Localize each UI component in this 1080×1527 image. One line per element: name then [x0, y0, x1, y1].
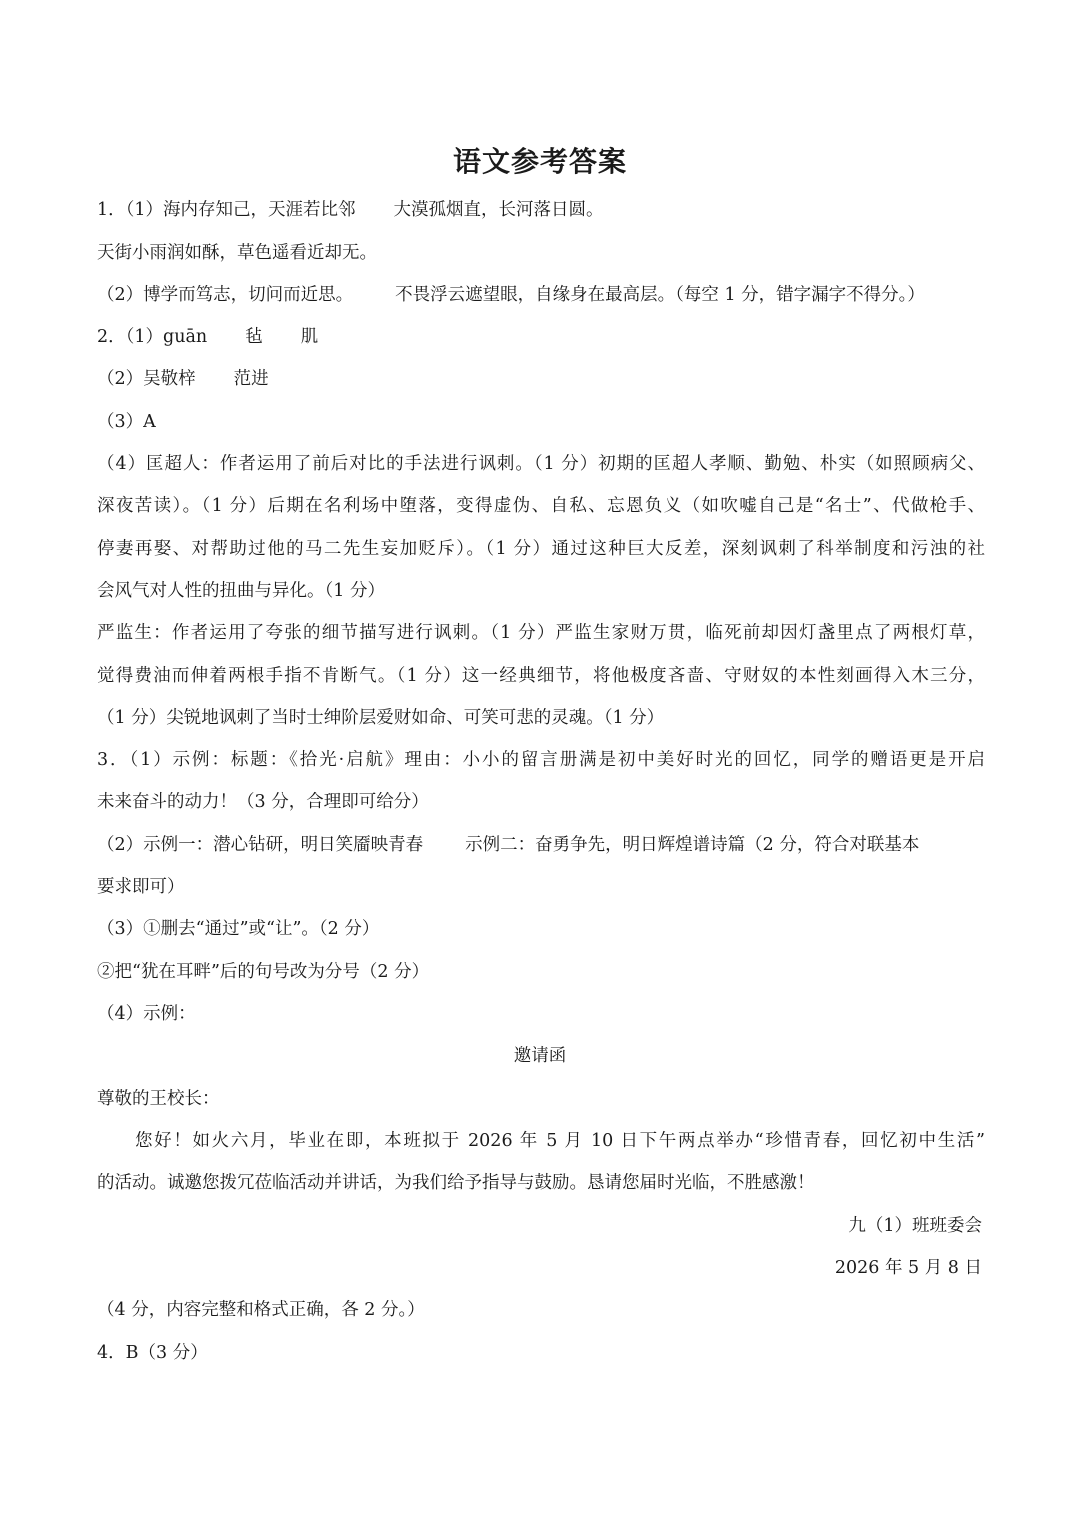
q2-part5-line: 严监生：作者运用了夸张的细节描写进行讽刺。（1 分）严监生家财万贯，临死前却因灯盏里点了两根灯草， — [97, 623, 985, 643]
q2-part1-char-b: 肌 — [300, 327, 319, 347]
q2-part2-author: （2）吴敬梓 — [97, 369, 196, 389]
q1-line-1 — [97, 198, 985, 222]
q2-part4-line: （4）匡超人：作者运用了前后对比的手法进行讽刺。（1 分）初期的匡超人孝顺、勤勉、朴实（如照顾病父、 — [97, 454, 985, 474]
q3-part2-example-2: 示例二：奋勇争先，明日辉煌谱诗篇（2 分，符合对联基本 — [465, 835, 920, 855]
q3-part3-line-2: ②把“犹在耳畔”后的句号改为分号（2 分） — [97, 962, 430, 982]
q2-part1-pinyin: 2．（1）guān — [97, 327, 208, 347]
q2-part1 — [97, 325, 985, 349]
q2-part2-character: 范进 — [233, 369, 269, 389]
q2-part4-line: 深夜苦读）。（1 分）后期在名利场中堕落，变得虚伪、自私、忘恩负义（如吹嘘自己是“名士”、代做枪手、 — [97, 496, 985, 516]
q2-part4-line: 会风气对人性的扭曲与异化。（1 分） — [97, 581, 385, 601]
q2-part5-line: 觉得费油而伸着两根手指不肯断气。（1 分）这一经典细节，将他极度吝啬、守财奴的本性刻画得入木三分， — [97, 666, 985, 686]
q2-part5-line: （1 分）尖锐地讽刺了当时士绅阶层爱财如命、可笑可悲的灵魂。（1 分） — [97, 708, 665, 728]
letter-salutation: 尊敬的王校长： — [97, 1089, 220, 1109]
q3-part1-line: 3．（1）示例：标题：《拾光·启航》理由：小小的留言册满是初中美好时光的回忆，同学的赠语更是开启 — [97, 750, 985, 770]
q2-part3: （3）A — [97, 412, 156, 432]
page-title: 语文参考答案 — [452, 145, 627, 178]
q3-part4-scoring: （4 分，内容完整和格式正确，各 2 分。） — [97, 1300, 425, 1320]
letter-heading: 邀请函 — [513, 1046, 567, 1066]
q3-part1-line: 未来奋斗的动力！（3 分，合理即可给分） — [97, 792, 429, 812]
q4-answer: 4．B（3 分） — [97, 1343, 208, 1363]
q1-part2-answer-a: （2）博学而笃志，切问而近思。 — [97, 285, 354, 305]
q3-part4-label: （4）示例： — [97, 1004, 196, 1024]
q1-part2-answer-b: 不畏浮云遮望眼，自缘身在最高层。（每空 1 分，错字漏字不得分。） — [395, 285, 925, 305]
q1-line-2: 天街小雨润如酥，草色遥看近却无。 — [97, 243, 377, 263]
q3-part2-line-1 — [97, 833, 985, 857]
q3-part3-line-1: （3）①删去“通过”或“让”。（2 分） — [97, 919, 380, 939]
q1-part1-answer-b: 大漠孤烟直，长河落日圆。 — [393, 200, 604, 220]
q3-part2-line-2: 要求即可） — [97, 877, 185, 897]
q3-part2-example-1: （2）示例一：潜心钻研，明日笑靥映青春 — [97, 835, 424, 855]
q2-part4-line: 停妻再娶、对帮助过他的马二先生妄加贬斥）。（1 分）通过这种巨大反差，深刻讽刺了科举制度和污浊的社 — [97, 539, 985, 559]
letter-signature: 九（1）班班委会 — [848, 1216, 982, 1236]
letter-body-line: 的活动。诚邀您拨冗莅临活动并讲话，为我们给予指导与鼓励。恳请您届时光临，不胜感激！ — [97, 1173, 815, 1193]
q1-part1-answer-a: 1．（1）海内存知己，天涯若比邻 — [97, 200, 356, 220]
letter-date: 2026 年 5 月 8 日 — [834, 1258, 982, 1278]
q2-part1-char-a: 毡 — [245, 327, 263, 347]
q1-line-3 — [97, 283, 985, 307]
letter-body-line: 您好！如火六月，毕业在即，本班拟于 2026 年 5 月 10 日下午两点举办“珍惜青春，回忆初中生活” — [135, 1131, 985, 1151]
q2-part2 — [97, 367, 985, 391]
